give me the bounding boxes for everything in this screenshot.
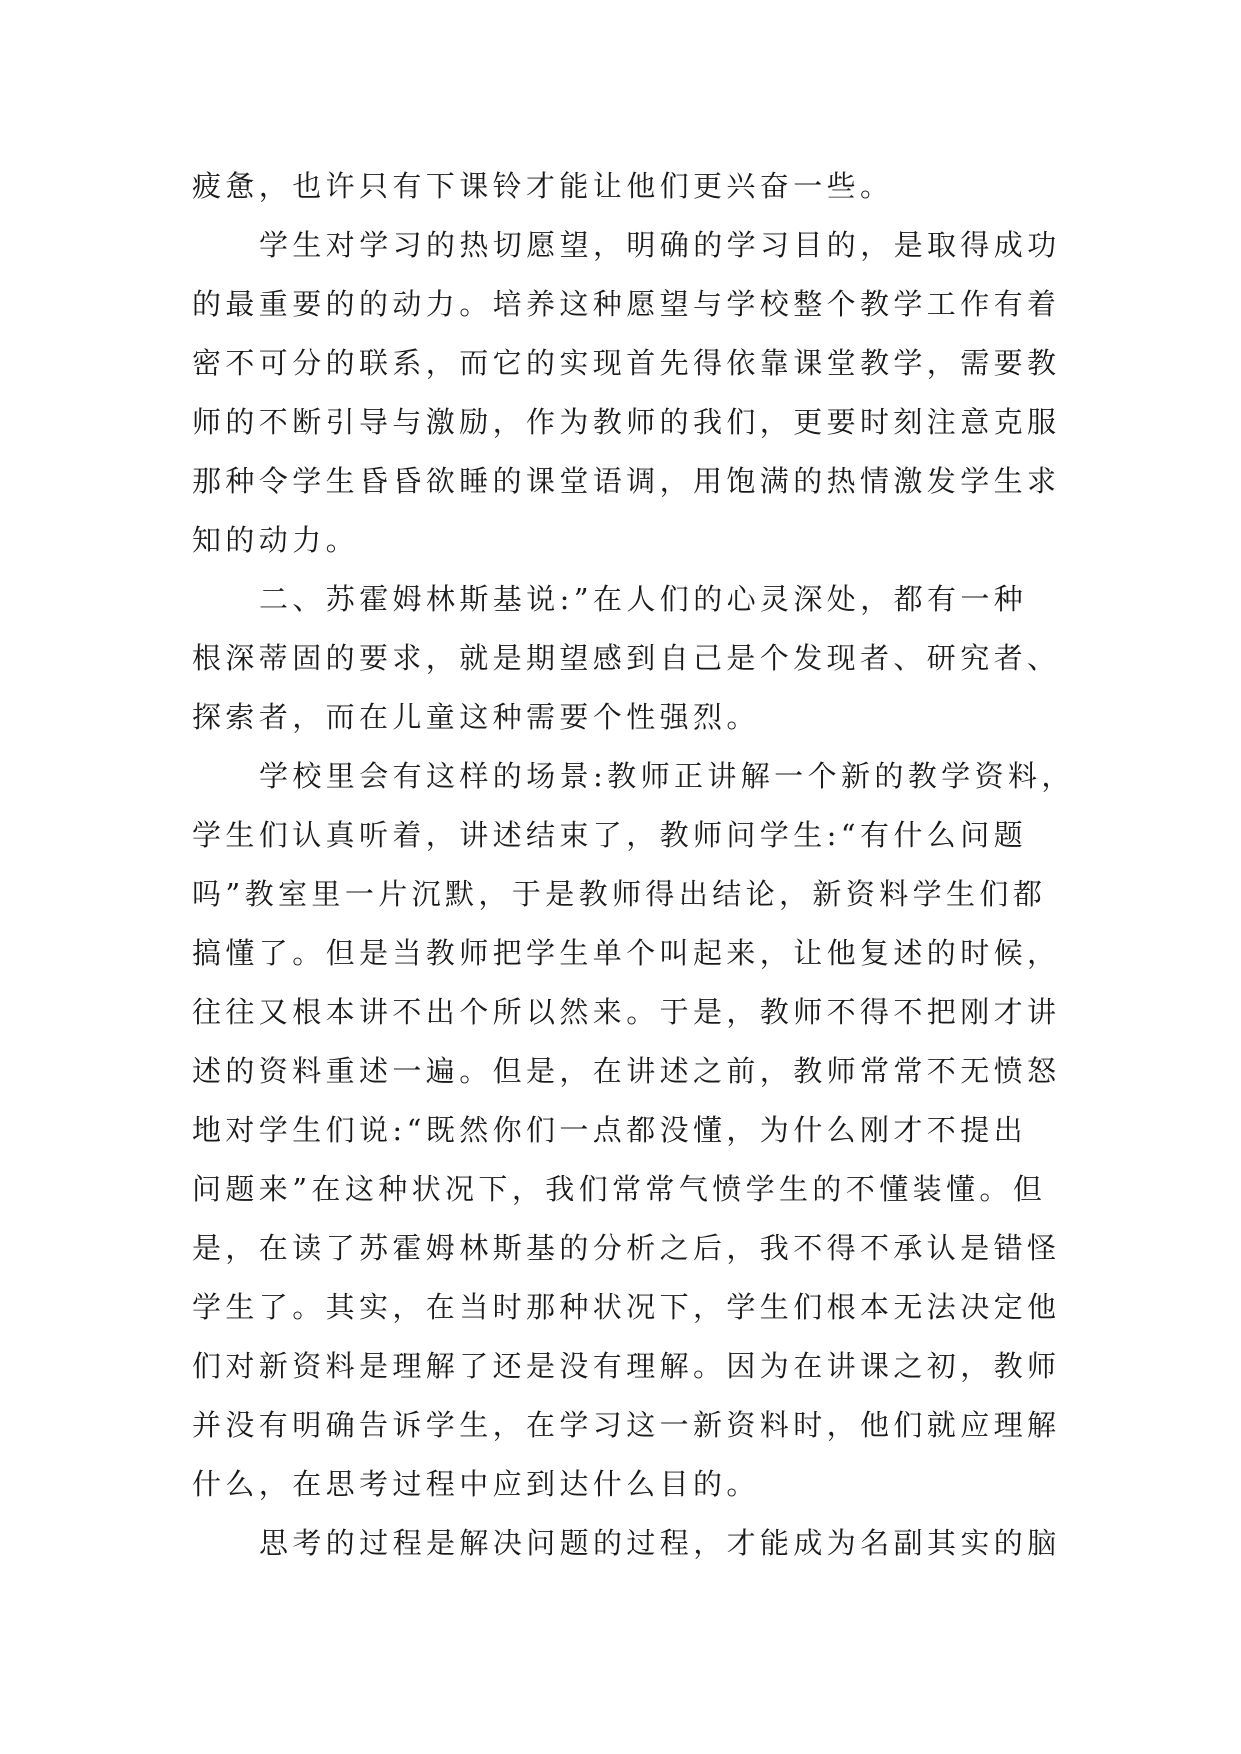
- text-line: 探索者，而在儿童这种需要个性强烈。: [192, 700, 760, 734]
- text-line: 往往又根本讲不出个所以然来。于是，教师不得不把刚才讲: [192, 995, 1061, 1029]
- text-line: 述的资料重述一遍。但是，在讲述之前，教师常常不无愤怒: [192, 1054, 1061, 1088]
- paragraph-thinking-process: [192, 1514, 1072, 1573]
- text-line: 师的不断引导与激励，作为教师的我们，更要时刻注意克服: [192, 405, 1061, 439]
- paragraph-classroom-scene: [192, 747, 1075, 1514]
- text-line: 学校里会有这样的场景:教师正讲解一个新的教学资料，: [259, 759, 1075, 793]
- text-line: 问题来”在这种状况下，我们常常气愤学生的不懂装懂。但: [192, 1172, 1047, 1206]
- text-line: 并没有明确告诉学生，在学习这一新资料时，他们就应理解: [192, 1408, 1061, 1442]
- paragraph-continuation: [192, 157, 1072, 216]
- text-line: 那种令学生昏昏欲睡的课堂语调，用饱满的热情激发学生求: [192, 464, 1061, 498]
- text-line: 的最重要的的动力。培养这种愿望与学校整个教学工作有着: [192, 287, 1061, 321]
- text-line: 什么，在思考过程中应到达什么目的。: [192, 1467, 760, 1501]
- text-line: 吗”教室里一片沉默，于是教师得出结论，新资料学生们都: [192, 877, 1047, 911]
- paragraph-section-two: [192, 570, 1072, 747]
- text-line: 密不可分的联系，而它的实现首先得依靠课堂教学，需要教: [192, 346, 1061, 380]
- text-line: 搞懂了。但是当教师把学生单个叫起来，让他复述的时候，: [192, 936, 1061, 970]
- paragraph-learning-motivation: [192, 216, 1072, 570]
- text-line: 学生对学习的热切愿望，明确的学习目的，是取得成功: [259, 228, 1061, 262]
- text-line: 学生了。其实，在当时那种状况下，学生们根本无法决定他: [192, 1290, 1061, 1324]
- text-line: 学生们认真听着，讲述结束了，教师问学生:“有什么问题: [192, 818, 1027, 852]
- text-line: 是，在读了苏霍姆林斯基的分析之后，我不得不承认是错怪: [192, 1231, 1061, 1265]
- text-line: 根深蒂固的要求，就是期望感到自己是个发现者、研究者、: [192, 641, 1061, 675]
- text-line: 地对学生们说:“既然你们一点都没懂，为什么刚才不提出: [192, 1113, 1027, 1147]
- text-line: 二、苏霍姆林斯基说:”在人们的心灵深处，都有一种: [259, 582, 1028, 616]
- text-line: 疲惫，也许只有下课铃才能让他们更兴奋一些。: [192, 169, 894, 203]
- text-line: 知的动力。: [192, 523, 360, 557]
- document-body: [192, 157, 1075, 1573]
- text-line: 们对新资料是理解了还是没有理解。因为在讲课之初，教师: [192, 1349, 1061, 1383]
- text-line: 思考的过程是解决问题的过程，才能成为名副其实的脑: [259, 1526, 1061, 1560]
